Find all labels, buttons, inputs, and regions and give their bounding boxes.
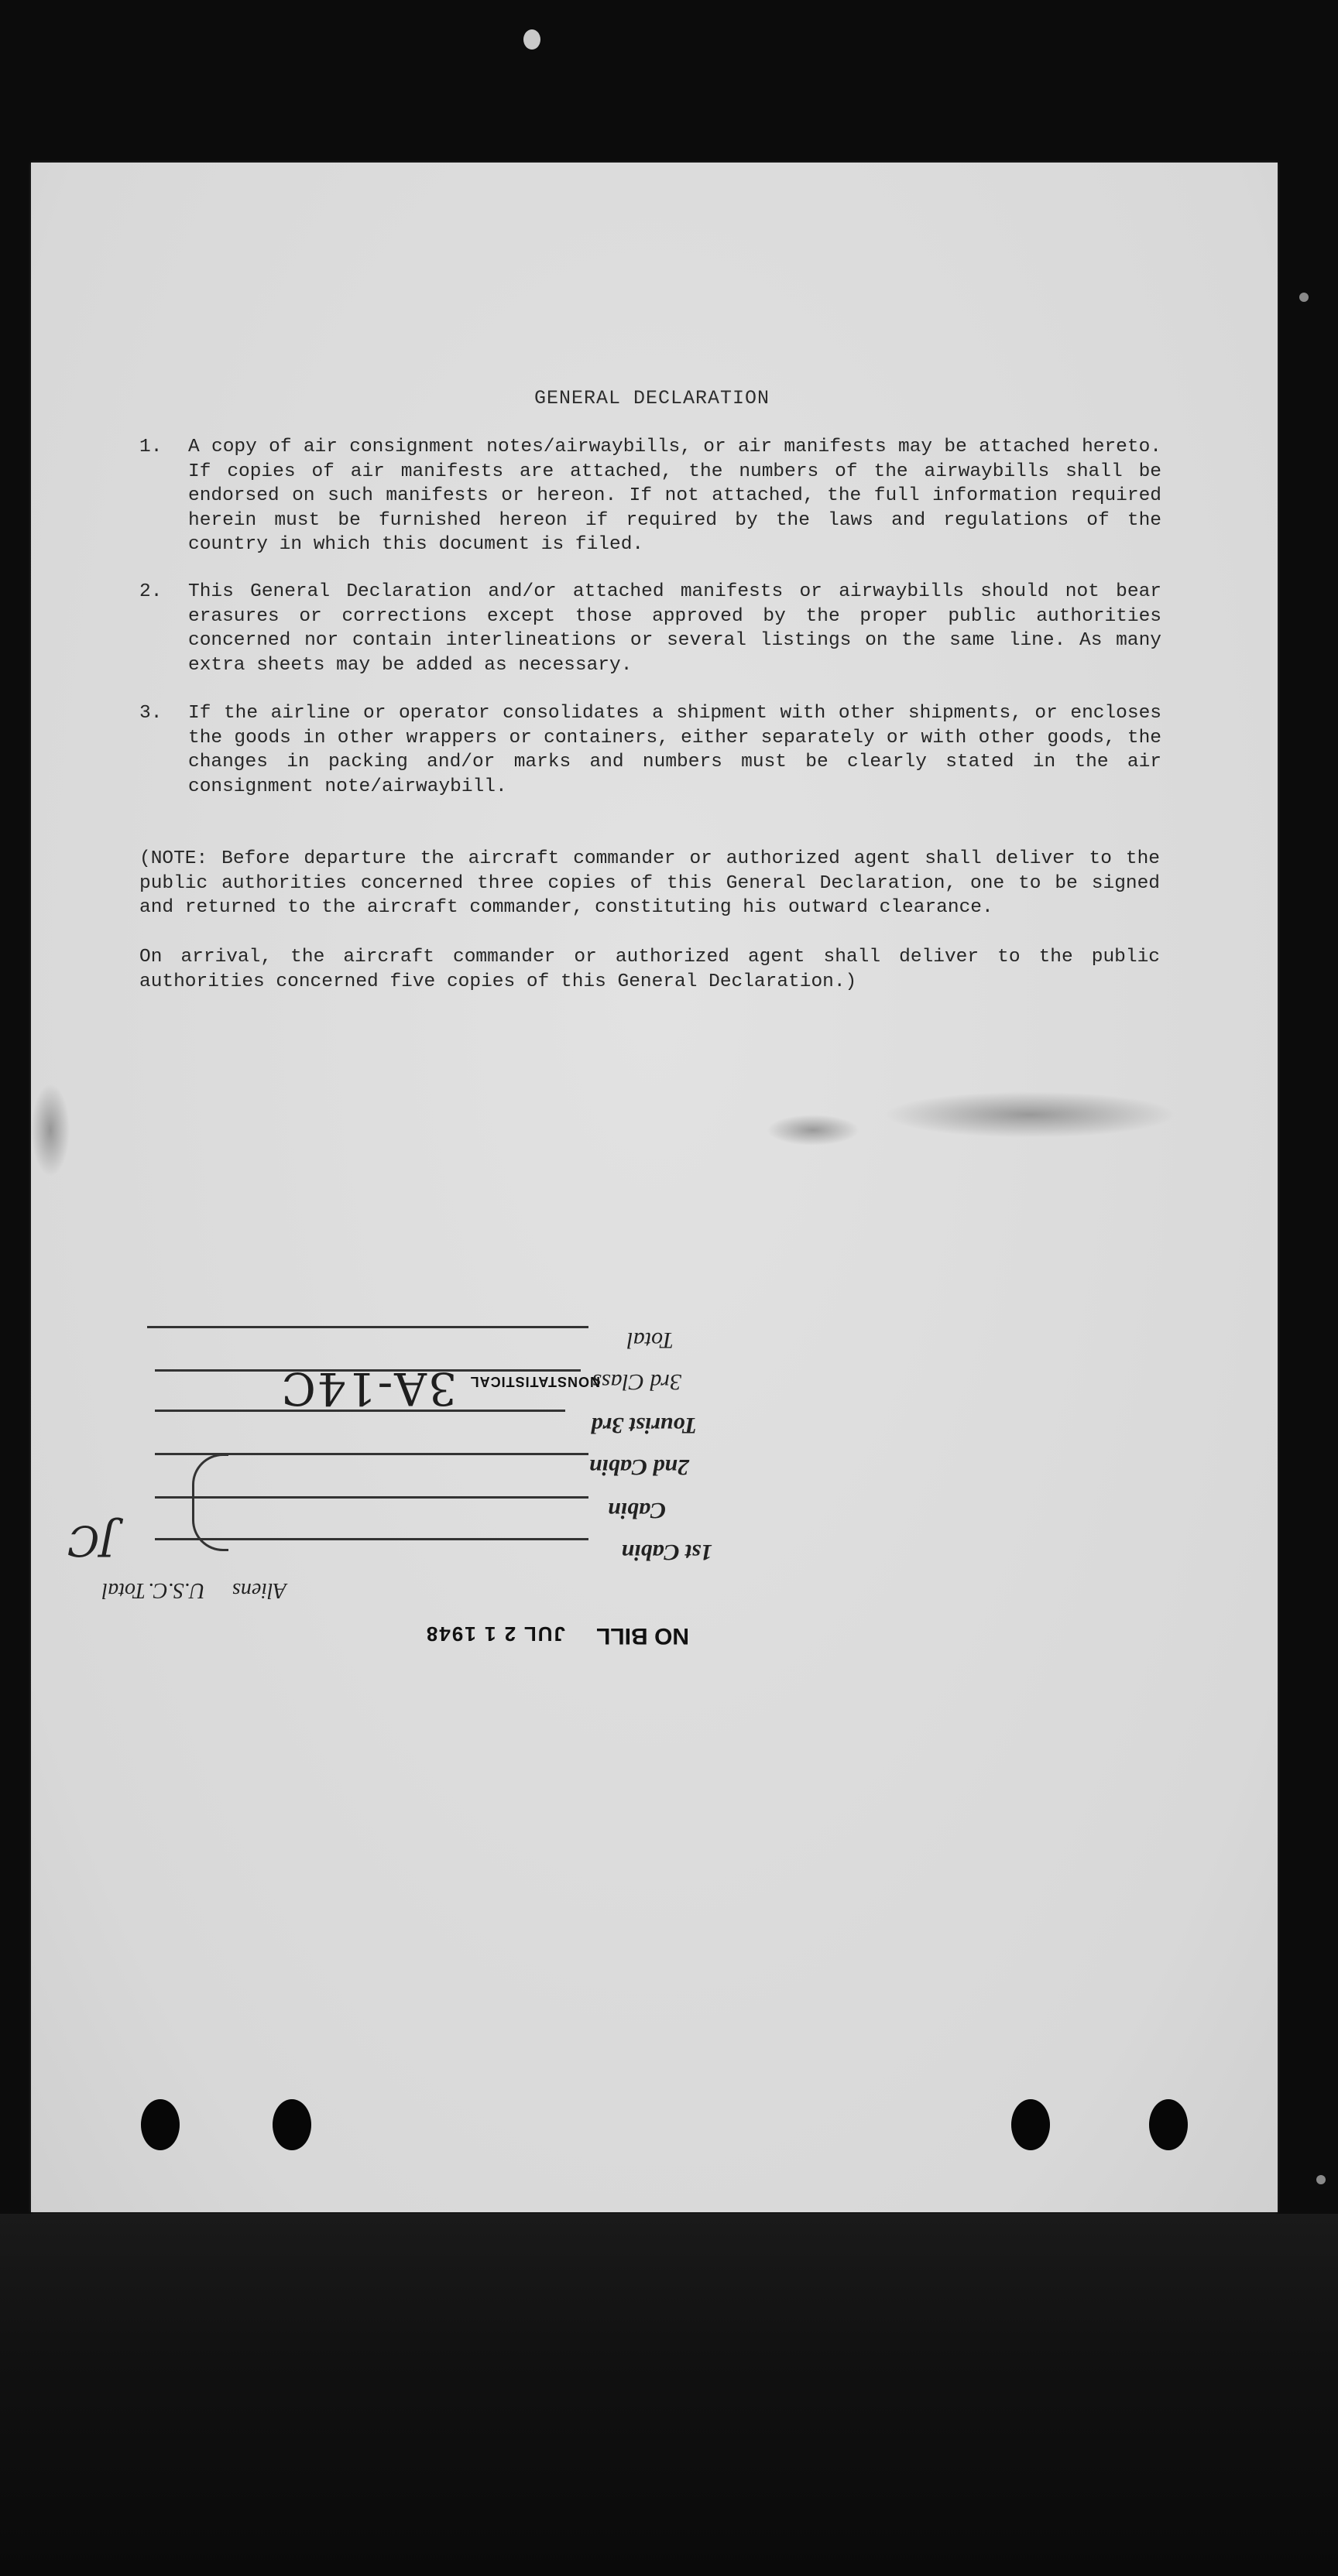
column-label: Total — [101, 1578, 146, 1602]
row-label: 2nd Cabin — [588, 1454, 689, 1480]
column-label: U.S.C. — [148, 1578, 205, 1602]
column-label: Aliens — [232, 1578, 286, 1602]
no-bill-stamp: NO BILL — [596, 1623, 689, 1649]
item-number: 3. — [139, 703, 163, 724]
scan-artifact-dot — [1316, 2175, 1326, 2184]
scan-artifact-dot — [1299, 293, 1309, 302]
instruction-item — [139, 701, 1161, 799]
row-label: Tourist 3rd — [591, 1413, 697, 1438]
bracket-mark — [192, 1454, 228, 1551]
row-label: Total — [626, 1327, 674, 1353]
item-number: 2. — [139, 581, 163, 602]
handwritten-initials: JC — [67, 1516, 116, 1565]
item-text: A copy of air consignment notes/airwaybills, or air manifests may be attached hereto. If copies of air manifests are attached, the numbers of the airwaybills shall be endorsed on such manifests or hereon. If not attached, the full information required herein must be furnished hereon if required by the laws and regulations of the country in which this document is filed. — [188, 437, 1161, 555]
punch-hole — [141, 2099, 180, 2150]
page-title: GENERAL DECLARATION — [534, 387, 770, 409]
scan-artifact-dot — [523, 29, 540, 50]
punch-hole — [1011, 2099, 1050, 2150]
handwritten-code: 3A-14C — [280, 1362, 457, 1415]
ink-smudge — [31, 1084, 70, 1177]
note-paragraph: On arrival, the aircraft commander or authorized agent shall deliver to the public authorities concerned five copies of this General Declaration.) — [139, 947, 1160, 992]
scan-background — [0, 2214, 1338, 2576]
stamp-date: JUL 2 1 1948 — [424, 1622, 565, 1646]
instruction-item — [139, 435, 1161, 557]
item-text: If the airline or operator consolidates a shipment with other shipments, or encloses the goods in other wrappers or containers, either separately or with other goods, the changes in packing and/or marks and numbers must be clearly stated in the air consignment note/airwaybill. — [188, 703, 1161, 797]
note-paragraph: (NOTE: Before departure the aircraft commander or authorized agent shall deliver to the public authorities concerned three copies of this General Declaration, one to be signed and returned to the aircraft commander, constituting his outward clearance. — [139, 848, 1160, 918]
nonstatistical-stamp: NONSTATISTICAL — [469, 1374, 600, 1389]
punch-hole — [1149, 2099, 1188, 2150]
row-label: 1st Cabin — [621, 1540, 712, 1565]
row-label: 3rd Class — [592, 1369, 681, 1395]
punch-hole — [273, 2099, 311, 2150]
row-label: Cabin — [607, 1498, 666, 1523]
item-text: This General Declaration and/or attached manifests or airwaybills should not bear erasures or corrections except those approved by the proper public authorities concerned nor contain interlineations or several listings on the same line. As many extra sheets may be added as necessary. — [188, 581, 1161, 676]
customs-stamp-area — [67, 1192, 720, 1656]
ink-smudge — [767, 1115, 859, 1146]
form-line — [147, 1326, 588, 1328]
instruction-item — [139, 580, 1161, 677]
item-number: 1. — [139, 437, 163, 457]
ink-smudge — [883, 1091, 1177, 1138]
